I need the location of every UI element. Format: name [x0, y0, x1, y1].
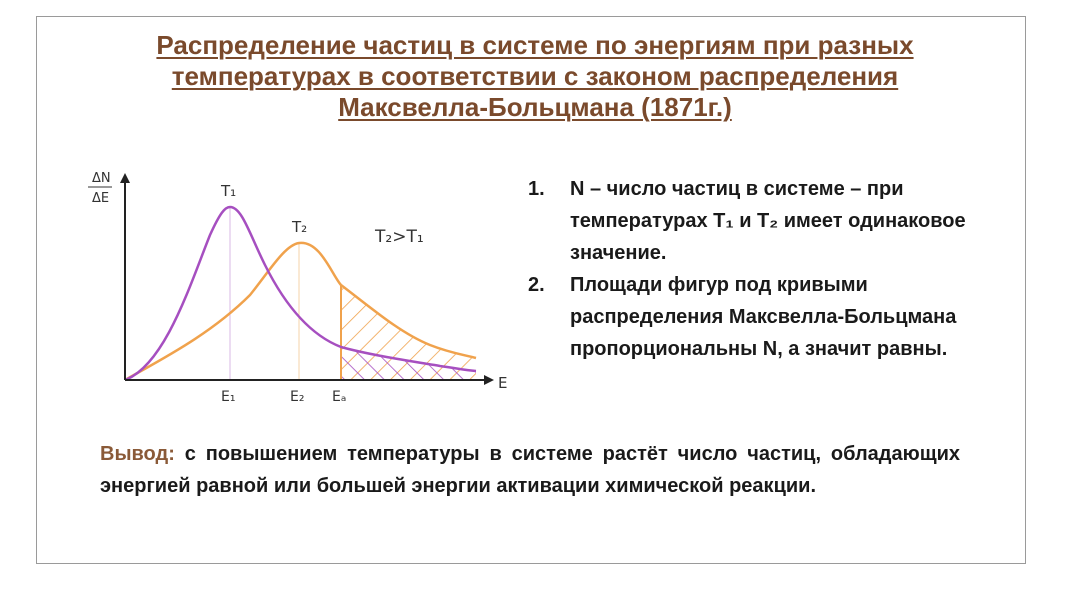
list-item-text: N – число частиц в системе – при температурах T₁ и T₂ имеет одинаковое значение.: [570, 178, 966, 264]
y-label-bottom: ΔE: [92, 191, 110, 206]
list-item-number: 1.: [528, 178, 545, 200]
ea-label: Eₐ: [332, 389, 347, 405]
slide-title: [60, 30, 1010, 123]
list-item-number: 2.: [528, 274, 545, 296]
curve-t1-label: T₁: [221, 182, 237, 200]
x-label: E: [498, 374, 508, 392]
title-line-3: Максвелла-Больцмана (1871г.): [338, 92, 732, 122]
x-axis-arrow: [484, 375, 494, 385]
title-line-2: температурах в соответствии с законом распределения: [171, 61, 899, 91]
y-label-top: ΔN: [92, 171, 111, 186]
title-line-1: Распределение частиц в системе по энергиям при разных: [156, 30, 914, 60]
curve-t2-label: T₂: [292, 218, 308, 236]
points-list: [528, 173, 998, 365]
temperature-relation: T₂>T₁: [375, 227, 424, 247]
conclusion: [100, 438, 960, 502]
e1-label: E₁: [221, 389, 236, 405]
e2-label: E₂: [290, 389, 305, 405]
maxwell-boltzmann-diagram: [70, 165, 520, 410]
list-item: [528, 269, 998, 365]
y-axis-arrow: [120, 173, 130, 183]
list-item: [528, 173, 998, 269]
conclusion-lead: Вывод:: [100, 443, 175, 465]
conclusion-text: с повышением температуры в системе растёт число частиц, обладающих энергией равной или большей энергии активации химической реакции.: [100, 443, 960, 497]
list-item-text: Площади фигур под кривыми распределения Максвелла-Больцмана пропорциональны N, а значит равны.: [570, 274, 957, 360]
